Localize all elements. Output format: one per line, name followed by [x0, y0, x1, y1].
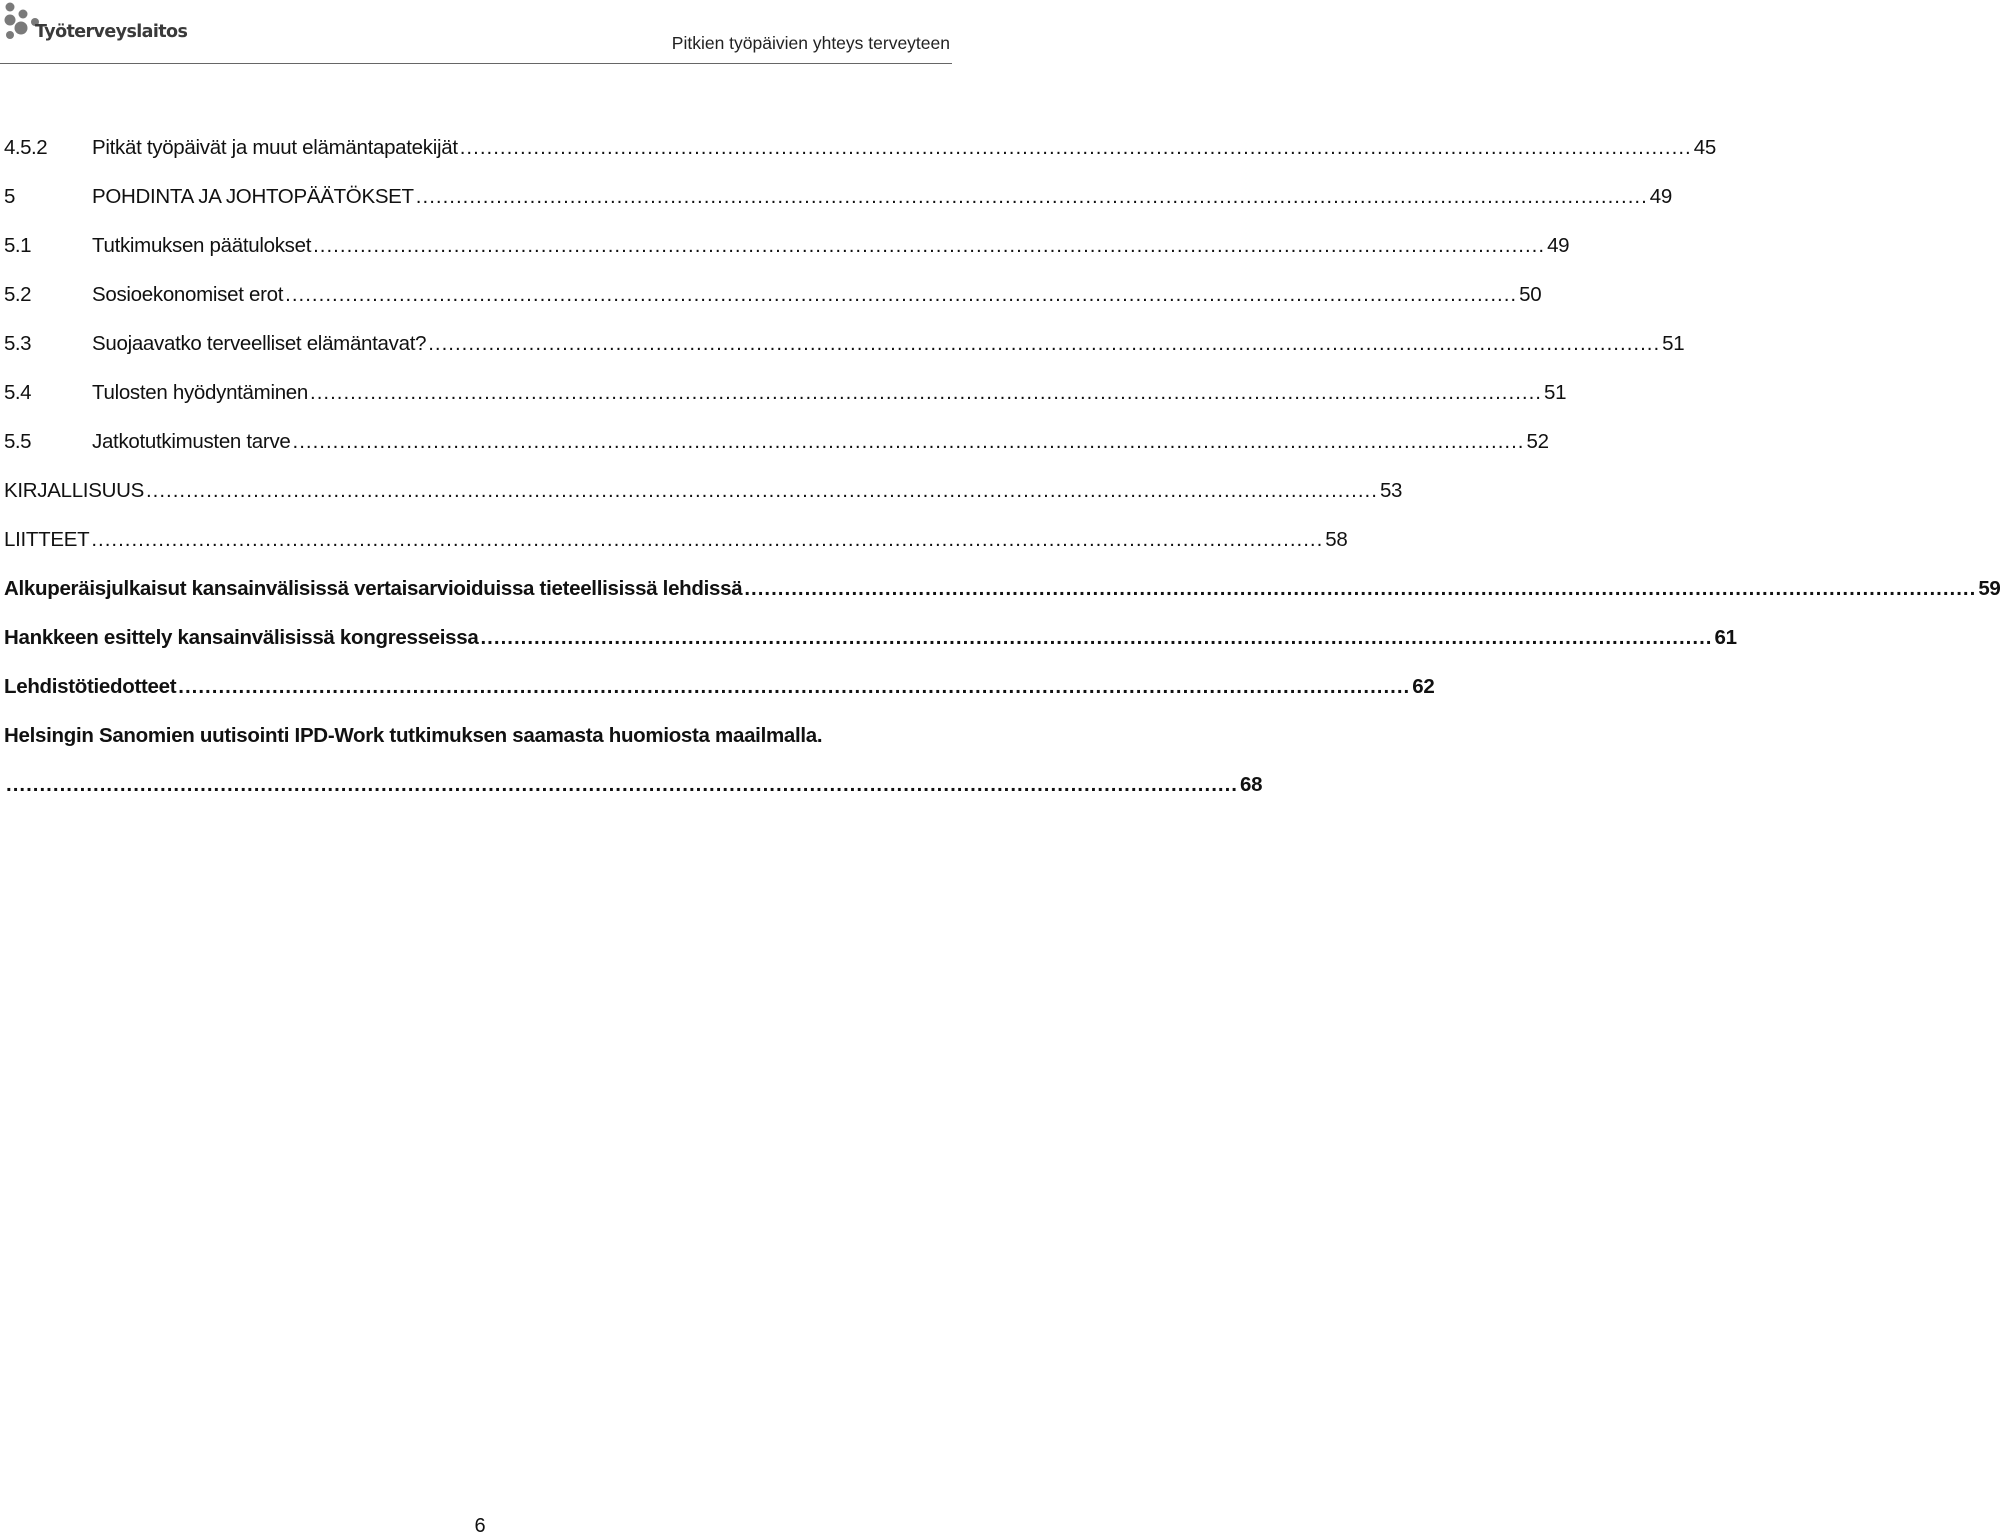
toc-entry-page: 45: [1693, 136, 1716, 159]
toc-entry[interactable]: [4, 675, 1435, 724]
toc-entry[interactable]: [4, 577, 2001, 626]
toc-entry-page: 51: [1662, 332, 1685, 355]
toc-entry-number: 4.5.2: [4, 136, 48, 159]
toc-entry[interactable]: [4, 136, 1716, 185]
dot-leader: ........................................................................................................................................................................................: [459, 136, 1692, 159]
toc-entry-number: 5.1: [4, 234, 31, 257]
toc-entry-label: Alkuperäisjulkaisut kansainvälisissä vertaisarvioiduissa tieteellisissä lehdissä: [4, 577, 743, 600]
header-divider: [0, 63, 952, 64]
toc-entry[interactable]: [4, 724, 956, 773]
toc-entry-label: Suojaavatko terveelliset elämäntavat?: [92, 332, 427, 355]
toc-entry-label: Helsingin Sanomien uutisointi IPD-Work tutkimuksen saamasta huomiosta maailmalla.: [4, 724, 823, 747]
toc-entry-page: 59: [1978, 577, 2001, 600]
toc-entry-page: 61: [1714, 626, 1737, 649]
toc-entry-page: 68: [1239, 773, 1263, 796]
toc-entry-label: POHDINTA JA JOHTOPÄÄTÖKSET: [92, 185, 414, 208]
toc-entry-continuation[interactable]: [4, 773, 1263, 822]
toc-entry-label: LIITTEET: [4, 528, 90, 551]
toc-entry-label: Hankkeen esittely kansainvälisissä kongresseissa: [4, 626, 479, 649]
dot-leader: ........................................................................................................................................................................................: [744, 577, 1977, 600]
toc-entry-page: 58: [1325, 528, 1348, 551]
toc-entry[interactable]: [4, 430, 1549, 479]
dot-leader: ........................................................................................................................................................................................: [310, 381, 1542, 404]
dot-leader: ........................................................................................................................................................................................: [285, 283, 1518, 306]
toc-entry-page: 49: [1649, 185, 1672, 208]
toc-entry[interactable]: [4, 528, 1348, 577]
toc-entry[interactable]: [4, 381, 1567, 430]
page-header: [0, 0, 960, 64]
toc-entry[interactable]: [4, 283, 1542, 332]
toc-entry-number: 5.3: [4, 332, 31, 355]
dot-leader: ........................................................................................................................................................................................: [178, 675, 1411, 698]
toc-entry-page: 49: [1547, 234, 1570, 257]
toc-entry-page: 51: [1543, 381, 1567, 404]
dot-leader: ........................................................................................................................................................................................: [91, 528, 1324, 551]
document-title: Pitkien työpäivien yhteys terveyteen: [671, 33, 950, 53]
toc-entry-label: Lehdistötiedotteet: [4, 675, 177, 698]
toc-entry-label: Sosioekonomiset erot: [92, 283, 284, 306]
toc-entry[interactable]: [4, 332, 1685, 381]
dot-leader: ........................................................................................................................................................................................: [415, 185, 1648, 208]
dot-leader: ........................................................................................................................................................................................: [6, 773, 1238, 796]
dot-leader: ........................................................................................................................................................................................: [292, 430, 1525, 453]
toc-entry[interactable]: [4, 479, 1403, 528]
toc-entry[interactable]: [4, 234, 1570, 283]
table-of-contents: [4, 136, 2001, 822]
toc-entry-number: 5: [4, 185, 15, 208]
toc-entry-page: 53: [1379, 479, 1403, 502]
logo: [2, 2, 187, 46]
toc-entry-label: Pitkät työpäivät ja muut elämäntapatekijät: [92, 136, 458, 159]
toc-entry-label: KIRJALLISUUS: [4, 479, 144, 502]
toc-entry-page: 52: [1526, 430, 1549, 453]
toc-entry-label: Jatkotutkimusten tarve: [92, 430, 291, 453]
toc-entry-page: 50: [1519, 283, 1542, 306]
dot-leader: ........................................................................................................................................................................................: [428, 332, 1661, 355]
toc-entry-number: 5.4: [4, 381, 31, 404]
toc-entry[interactable]: [4, 185, 1672, 234]
dot-leader: ........................................................................................................................................................................................: [145, 479, 1378, 502]
toc-entry-label: Tutkimuksen päätulokset: [92, 234, 312, 257]
toc-entry-page: 62: [1412, 675, 1435, 698]
toc-entry-label: Tulosten hyödyntäminen: [92, 381, 308, 404]
dot-leader: ........................................................................................................................................................................................: [313, 234, 1546, 257]
logo-text: Työterveyslaitos: [35, 22, 188, 42]
toc-entry-number: 5.5: [4, 430, 31, 453]
toc-entry-number: 5.2: [4, 283, 31, 306]
toc-entry[interactable]: [4, 626, 1737, 675]
dot-leader: ........................................................................................................................................................................................: [480, 626, 1713, 649]
page-number: 6: [474, 1515, 486, 1537]
